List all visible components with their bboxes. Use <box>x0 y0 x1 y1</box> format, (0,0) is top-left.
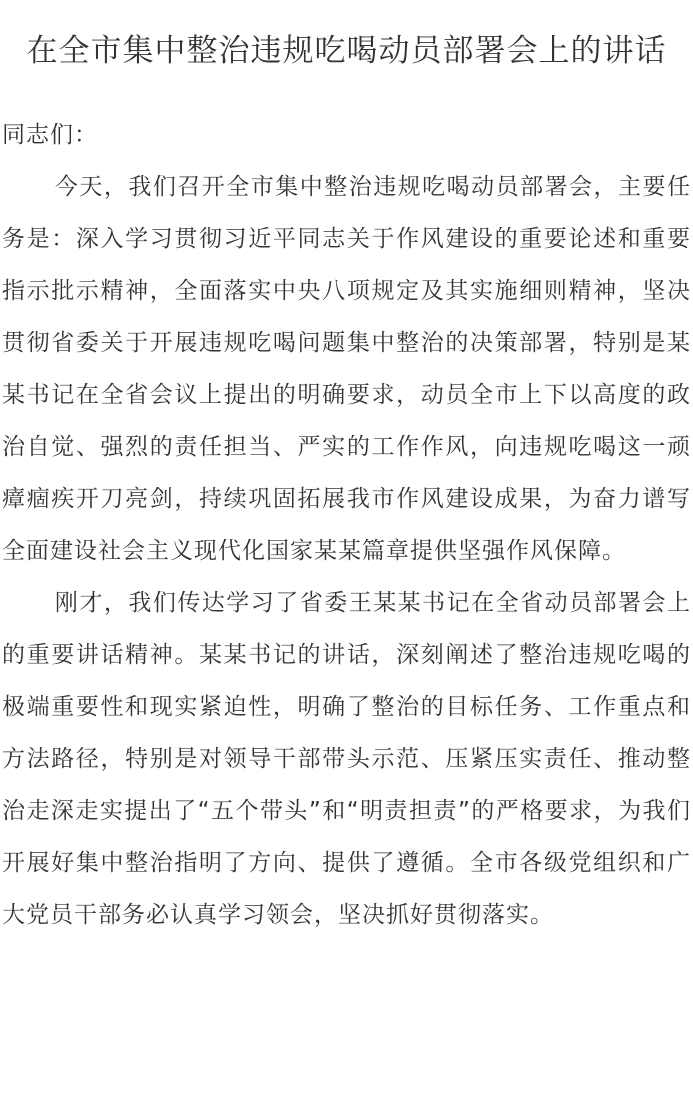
paragraph-1: 今天，我们召开全市集中整治违规吃喝动员部署会，主要任务是：深入学习贯彻习近平同志关于作风建设的重要论述和重要指示批示精神，全面落实中央八项规定及其实施细则精神，坚决贯彻省委关于开展违规吃喝问题集中整治的决策部署，特别是某某书记在全省会议上提出的明确要求，动员全市上下以高度的政治自觉、强烈的责任担当、严实的工作作风，向违规吃喝这一顽瘴痼疾开刀亮剑，持续巩固拓展我市作风建设成果，为奋力谱写全面建设社会主义现代化国家某某篇章提供坚强作风保障。 <box>2 174 691 564</box>
salutation: 同志们： <box>2 122 98 148</box>
paragraph-2: 刚才，我们传达学习了省委王某某书记在全省动员部署会上的重要讲话精神。某某书记的讲话，深刻阐述了整治违规吃喝的极端重要性和现实紧迫性，明确了整治的目标任务、工作重点和方法路径，特别是对领导干部带头示范、压紧压实责任、推动整治走深走实提出了“五个带头”和“明责担责”的严格要求，为我们开展好集中整治指明了方向、提供了遵循。全市各级党组织和广大党员干部务必认真学习领会，坚决抓好贯彻落实。 <box>2 590 691 928</box>
article-title: 在全市集中整治违规吃喝动员部署会上的讲话 <box>26 33 667 69</box>
